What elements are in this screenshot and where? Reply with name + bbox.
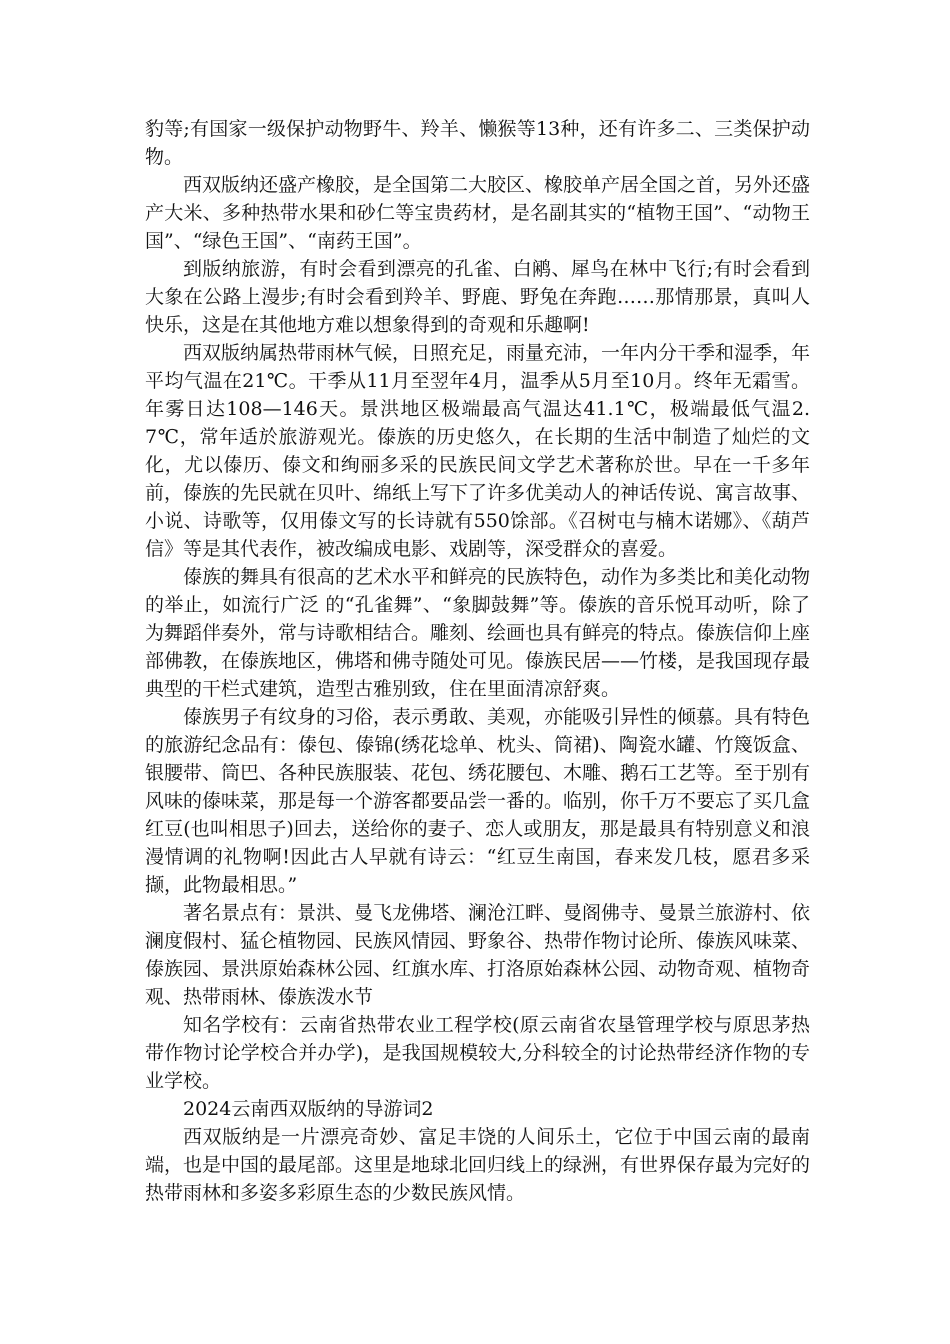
paragraph-intro: 西双版纳是一片漂亮奇妙、富足丰饶的人间乐土，它位于中国云南的最南端，也是中国的最尾部。这里是地球北回归线上的绿洲，有世界保存最为完好的热带雨林和多姿多彩原生态的少数民族风情。 <box>145 1126 811 1204</box>
paragraph-famous-schools: 知名学校有：云南省热带农业工程学校(原云南省农垦管理学校与原思茅热带作物讨论学校合并办学)，是我国规模较大,分科较全的讨论热带经济作物的专业学校。 <box>145 1014 810 1092</box>
paragraph-travel-sights: 到版纳旅游，有时会看到漂亮的孔雀、白鹇、犀鸟在林中飞行;有时会看到大象在公路上漫步;有时会看到羚羊、野鹿、野兔在奔跑……那情那景，真叫人快乐，这是在其他地方难以想象得到的奇观和乐趣啊! <box>145 258 810 336</box>
paragraph-dai-souvenirs: 傣族男子有纹身的习俗，表示勇敢、美观，亦能吸引异性的倾慕。具有特色的旅游纪念品有：傣包、傣锦(绣花埝单、枕头、筒裙)、陶瓷水罐、竹篾饭盒、银腰带、筒巴、各种民族服装、花包、绣花腰包、木雕、鹅石工艺等。至于别有风味的傣味菜，那是每一个游客都要品尝一番的。临别，你千万不要忘了买几盒红豆(也叫相思子)回去，送给你的妻子、恋人或朋友，那是最具有特别意义和浪漫情调的礼物啊!因此古人早就有诗云：“红豆生南国，春来发几枝，愿君多采撷，此物最相思。” <box>145 706 811 896</box>
paragraph-famous-attractions: 著名景点有：景洪、曼飞龙佛塔、澜沧江畔、曼阁佛寺、曼景兰旅游村、依澜度假村、猛仑植物园、民族风情园、野象谷、热带作物讨论所、傣族风味菜、傣族园、景洪原始森林公园、红旗水库、打洛原始森林公园、动物奇观、植物奇观、热带雨林、傣族泼水节 <box>145 902 811 1008</box>
paragraph-climate-dai-culture: 西双版纳属热带雨林气候，日照充足，雨量充沛，一年内分干季和湿季，年平均气温在21℃。干季从11月至翌年4月，温季从5月至10月。终年无霜雪。年雾日达108—146天。景洪地区极端最高气温达41.1℃，极端最低气温2.7℃，常年适於旅游观光。傣族的历史悠久，在长期的生活中制造了灿烂的文化，尤以傣历、傣文和绚丽多采的民族民间文学艺术著称於世。早在一千多年前，傣族的先民就在贝叶、绵纸上写下了许多优美动人的神话传说、寓言故事、小说、诗歌等，仅用傣文写的长诗就有550馀部。《召树屯与楠木诺娜》、《葫芦信》等是其代表作，被改编成电影、戏剧等，深受群众的喜爱。 <box>145 342 811 560</box>
paragraph-rubber-production: 西双版纳还盛产橡胶，是全国第二大胶区、橡胶单产居全国之首，另外还盛产大米、多种热带水果和砂仁等宝贵药材，是名副其实的“植物王国”、“动物王国”、“绿色王国”、“南药王国”。 <box>145 174 811 252</box>
paragraph-dai-dance-music: 傣族的舞具有很高的艺术水平和鲜亮的民族特色，动作为多类比和美化动物的举止，如流行广泛 的“孔雀舞”、“象脚鼓舞”等。傣族的音乐悦耳动听，除了为舞蹈伴奏外，常与诗歌相结合。雕刻、绘画也具有鲜亮的特点。傣族信仰上座部佛教，在傣族地区，佛塔和佛寺随处可见。傣族民居——竹楼，是我国现存最典型的干栏式建筑，造型古雅别致，住在里面清凉舒爽。 <box>145 566 811 700</box>
document-page <box>145 115 810 1207</box>
paragraph-protected-animals: 豹等;有国家一级保护动物野牛、羚羊、懒猴等13种，还有许多二、三类保护动物。 <box>145 118 810 168</box>
section-heading: 2024云南西双版纳的导游词2 <box>183 1098 434 1120</box>
